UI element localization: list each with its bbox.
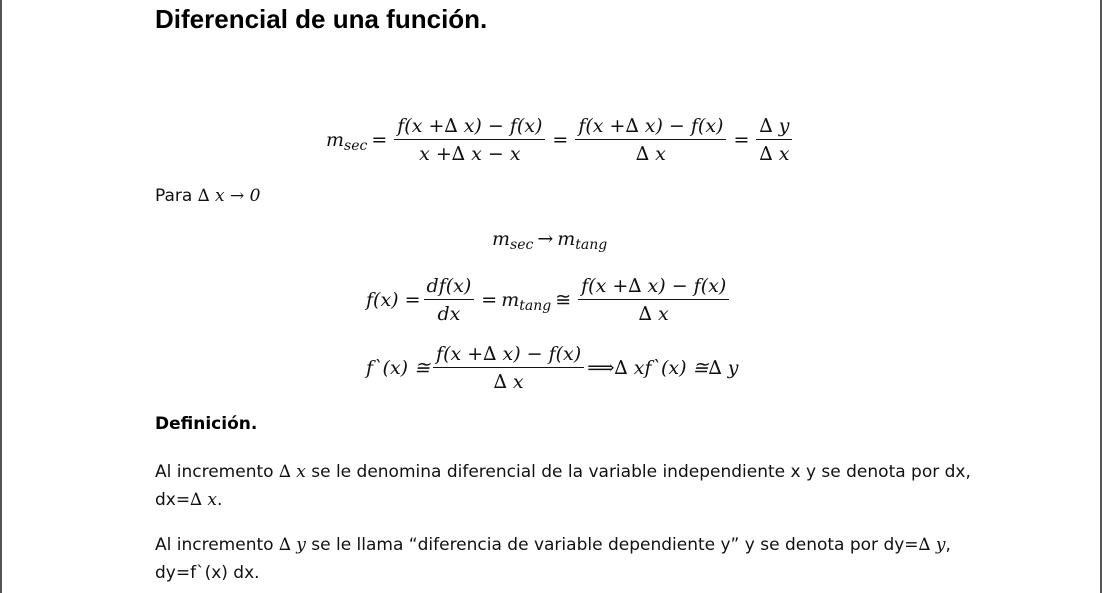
def2-line1-b: se le llama “diferencia de variable dependiente y” y se denota por dy= [305, 535, 919, 555]
definition-2-line-1 [155, 531, 951, 559]
def1-line1-b: se le denomina diferencial de la variable independiente x y se denota por dx, [305, 462, 971, 482]
definition-paragraph-1 [155, 458, 971, 514]
equation-secant-slope [326, 115, 795, 165]
def2-line1-math2: ∆ y [918, 535, 946, 555]
equation-derivative [366, 275, 732, 325]
eq4-fraction-den: ∆ x [493, 371, 524, 393]
eq1-lhs-sub: sec [344, 138, 368, 154]
eq1-equals-1: = [371, 129, 388, 151]
limit-math: ∆ x → 0 [197, 186, 261, 206]
equation-differential-approx [366, 343, 739, 393]
def1-line1-a: Al incremento [155, 462, 279, 482]
def2-line1-a: Al incremento [155, 535, 279, 555]
eq1-lhs: m [326, 129, 345, 151]
eq1-fraction-1 [394, 115, 545, 165]
eq3-m-sub: tang [519, 298, 552, 314]
eq1-fraction-1-den: x +∆ x − x [419, 143, 521, 165]
eq3-approx: ≅ [555, 289, 572, 311]
def1-line1-math: ∆ x [278, 462, 306, 482]
eq3-m: m [501, 289, 520, 311]
def1-line2-math: ∆ x [190, 490, 217, 510]
eq2-m2: m [557, 228, 576, 250]
definition-1-line-2 [155, 486, 971, 514]
eq1-fraction-3-den: ∆ x [759, 143, 790, 165]
eq1-fraction-3 [756, 115, 792, 165]
eq4-fraction-num: f(x +∆ x) − f(x) [433, 343, 584, 368]
eq1-equals-2: = [552, 129, 569, 151]
eq3-fraction-f [578, 275, 729, 325]
page-title: Diferencial de una función. [155, 4, 488, 34]
page-border-left [0, 0, 2, 593]
eq1-fraction-2 [575, 115, 726, 165]
eq2-m2-sub: tang [575, 237, 608, 253]
definition-paragraph-2 [155, 531, 951, 587]
eq1-fraction-3-num: ∆ y [756, 115, 792, 140]
eq1-fraction-2-num: f(x +∆ x) − f(x) [575, 115, 726, 140]
eq3-fraction-d-den: dx [437, 303, 461, 325]
eq3-fraction-d [424, 275, 475, 325]
eq3-fraction-f-num: f(x +∆ x) − f(x) [578, 275, 729, 300]
definition-heading: Definición. [155, 414, 258, 434]
definition-2-line-2: dy=f`(x) dx. [155, 563, 260, 583]
eq1-fraction-2-den: ∆ x [635, 143, 666, 165]
eq3-fraction-f-den: ∆ x [638, 303, 669, 325]
eq1-fraction-1-num: f(x +∆ x) − f(x) [394, 115, 545, 140]
definition-1-line-1 [155, 458, 971, 486]
eq1-equals-3: = [733, 129, 750, 151]
eq2-m1-sub: sec [510, 237, 534, 253]
def1-line2-a: dx= [155, 490, 191, 510]
eq4-fraction [433, 343, 584, 393]
def1-line2-b: . [216, 490, 223, 510]
eq3-fraction-d-num: df(x) [424, 275, 475, 300]
eq4-lhs: f`(x) ≅ [366, 357, 431, 379]
eq3-equals: = [481, 289, 498, 311]
equation-msec-to-mtang [492, 228, 608, 253]
eq3-lhs: f(x) = [366, 289, 421, 311]
limit-text: Para [155, 186, 198, 206]
eq2-arrow: → [537, 228, 554, 250]
eq2-m1: m [492, 228, 511, 250]
def2-line1-c: , [945, 535, 951, 555]
def2-line1-math: ∆ y [278, 535, 306, 555]
eq4-rhs: ⟹∆ xf`(x) ≅∆ y [587, 357, 739, 379]
limit-paragraph [155, 182, 260, 210]
